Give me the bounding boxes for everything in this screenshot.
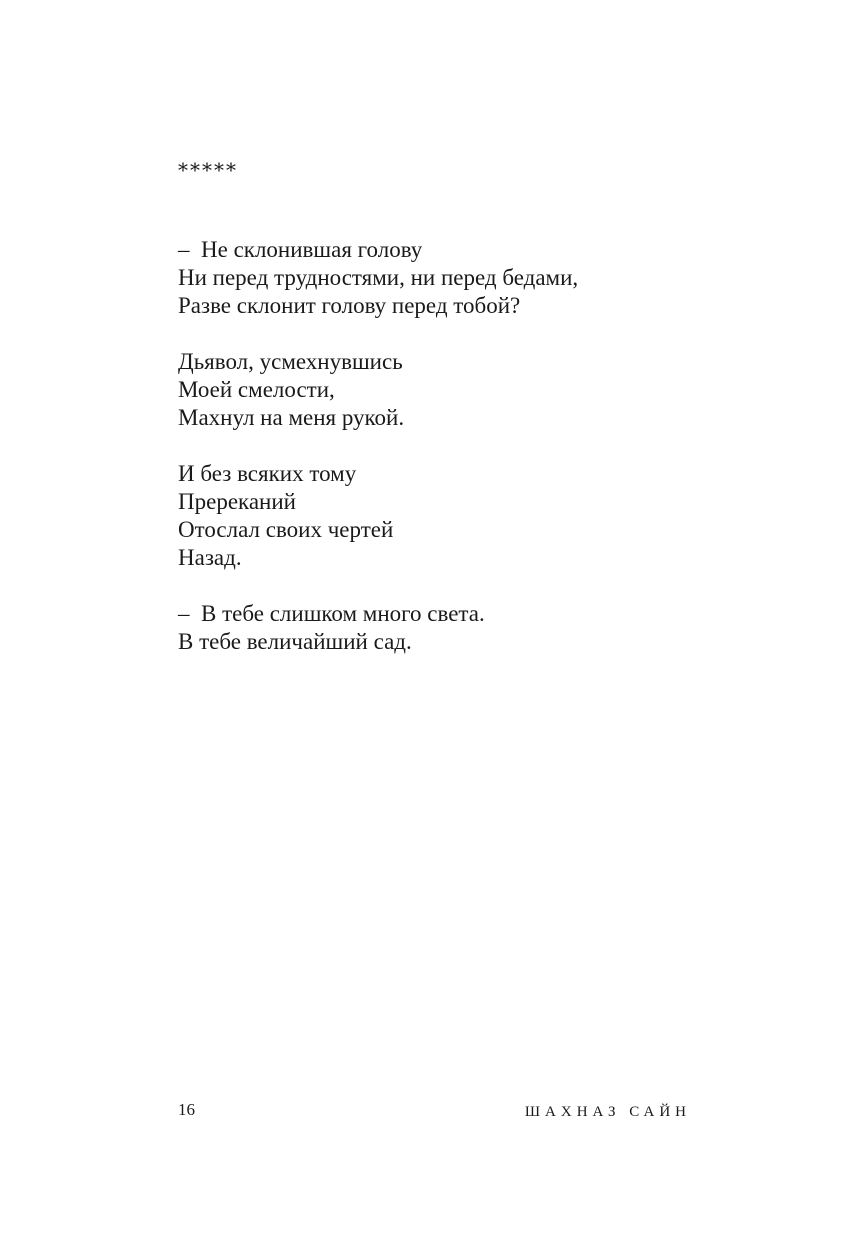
poem-line: Дьявол, усмехнувшись <box>178 349 403 374</box>
poem-line: Разве склонит голову перед тобой? <box>178 293 521 318</box>
section-separator: ***** <box>178 158 238 182</box>
page-number: 16 <box>178 1100 195 1119</box>
poem <box>178 236 738 684</box>
poem-line: Отослал своих чертей <box>178 517 394 542</box>
poem-line: – Не склонившая голову <box>178 237 423 262</box>
poem-line: Пререканий <box>178 489 296 514</box>
poem-line: И без всяких тому <box>178 461 357 486</box>
running-footer-author: ШАХНАЗ САЙН <box>524 1104 691 1120</box>
poem-line: Махнул на меня рукой. <box>178 405 405 430</box>
poem-line: Ни перед трудностями, ни перед бедами, <box>178 265 579 290</box>
poem-line: В тебе величайший сад. <box>178 629 412 654</box>
poem-line: Назад. <box>178 545 242 570</box>
poem-line: Моей смелости, <box>178 377 335 402</box>
poem-stanza <box>178 600 738 656</box>
poem-stanza <box>178 460 738 572</box>
poem-line: – В тебе слишком много света. <box>178 601 485 626</box>
poem-stanza <box>178 236 738 320</box>
poem-stanza <box>178 348 738 432</box>
